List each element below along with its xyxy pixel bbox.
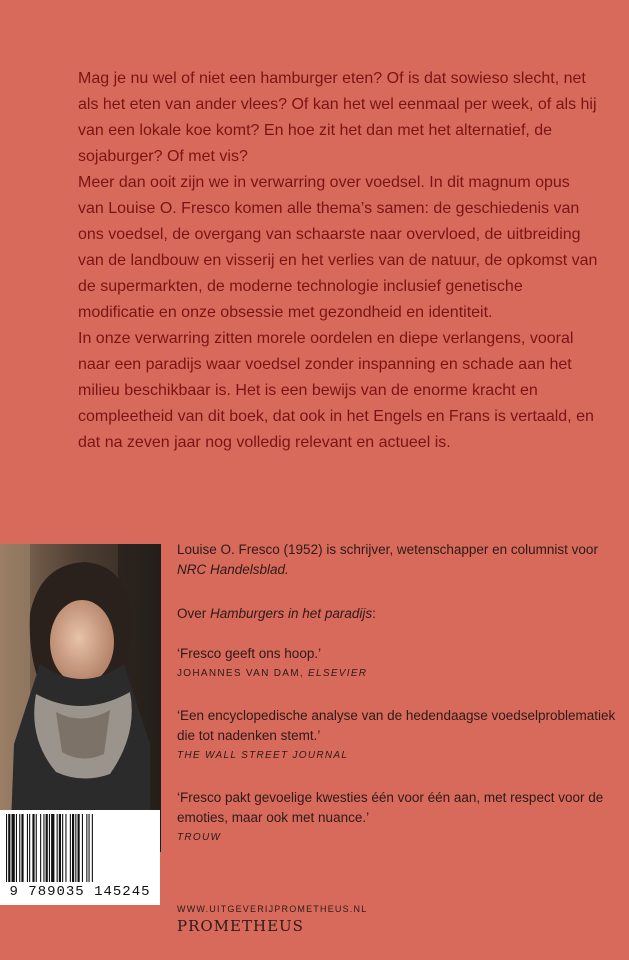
review-author: JOHANNES VAN DAM,: [177, 668, 309, 679]
barcode-stripe: [49, 814, 50, 882]
reviews-heading-suffix: :: [372, 606, 376, 621]
review-source: THE WALL STREET JOURNAL: [177, 750, 349, 761]
review-quote: ‘Fresco pakt gevoelige kwesties één voor één aan, met respect voor de emoties, maar ook met nuance.’: [177, 790, 604, 825]
author-bio: [177, 540, 617, 580]
blurb-paragraph-3: In onze verwarring zitten morele oordelen en diepe verlangens, vooral naar een paradijs waar voedsel zonder inspanning en schade aan het milieu beschikbaar is. Het is een bewijs van de enorme kracht en compleetheid van dit boek, dat ook in het Engels en Frans is vertaald, en dat na zeven jaar nog volledig relevant en actueel is.: [78, 330, 594, 451]
barcode-stripe: [32, 814, 34, 882]
review-attribution: [177, 664, 617, 684]
review-source: TROUW: [177, 832, 222, 843]
barcode-stripe: [86, 814, 87, 882]
review-attribution: [177, 828, 617, 848]
barcode-stripe: [57, 814, 58, 882]
reviews-heading-title: Hamburgers in het paradijs: [210, 606, 373, 621]
reviews-heading: [177, 604, 617, 624]
publisher-url: WWW.UITGEVERIJPROMETHEUS.NL: [177, 904, 368, 914]
barcode-stripe: [89, 814, 90, 882]
barcode-stripe: [27, 814, 28, 882]
barcode-stripe: [29, 814, 30, 882]
barcode-stripe: [12, 814, 15, 882]
barcode-stripe: [8, 814, 10, 882]
barcode-stripe: [21, 814, 23, 882]
isbn-number: 9 789035 145245: [9, 884, 151, 900]
barcode-stripe: [36, 814, 37, 882]
barcode-stripe: [78, 814, 80, 882]
author-and-reviews: [177, 540, 617, 870]
review-attribution: [177, 746, 617, 766]
author-bio-text: Louise O. Fresco (1952) is schrijver, wetenschapper en columnist voor: [177, 542, 598, 557]
author-photo: [0, 544, 161, 852]
barcode-stripe: [72, 814, 74, 882]
barcode-stripe: [92, 814, 93, 882]
barcode-stripe: [82, 814, 83, 882]
publisher-logo: PROMETHEUS: [177, 917, 304, 935]
barcode-stripe: [62, 814, 63, 882]
blurb-paragraph-2: Meer dan ooit zijn we in verwarring over voedsel. In dit magnum opus van Louise O. Fresco komen alle thema’s samen: de geschiedenis van ons voedsel, de overgang van schaarste naar overvloed, de uitbreiding van de landbouw en visserij en het verlies van de natuur, de opkomst van de supermarkten, de moderne technologie inclusief genetische modificatie en onze obsessie met gezondheid en identiteit.: [78, 174, 598, 321]
barcode-stripe: [6, 814, 7, 882]
barcode-stripe: [43, 814, 44, 882]
author-bio-publication: NRC Handelsblad.: [177, 562, 289, 577]
blurb-paragraph-1: Mag je nu wel of niet een hamburger eten? Of is dat sowieso slecht, net als het eten van ander vlees? Of kan het wel eenmaal per week, of als hij van een lokale koe komt? En hoe zit het dan met het alternatief, de sojaburger? Of met vis?: [78, 70, 597, 165]
barcode-stripe: [65, 814, 66, 882]
review-source: ELSEVIER: [308, 668, 368, 679]
barcode-stripe: [16, 814, 17, 882]
barcode: [0, 810, 160, 905]
barcode-stripe: [46, 814, 48, 882]
review-quote: ‘Een encyclopedische analyse van de hedendaagse voedselproblematiek die tot nadenken stemt.’: [177, 708, 616, 743]
back-cover-blurb: [78, 66, 598, 456]
reviews-heading-prefix: Over: [177, 606, 211, 621]
barcode-stripe: [75, 814, 76, 882]
barcode-stripe: [59, 814, 61, 882]
barcode-stripe: [40, 814, 41, 882]
barcode-stripe: [19, 814, 20, 882]
barcode-stripe: [70, 814, 71, 882]
review-quote: ‘Fresco geeft ons hoop.’: [177, 646, 322, 661]
barcode-bars: [6, 814, 154, 882]
barcode-stripe: [51, 814, 54, 882]
